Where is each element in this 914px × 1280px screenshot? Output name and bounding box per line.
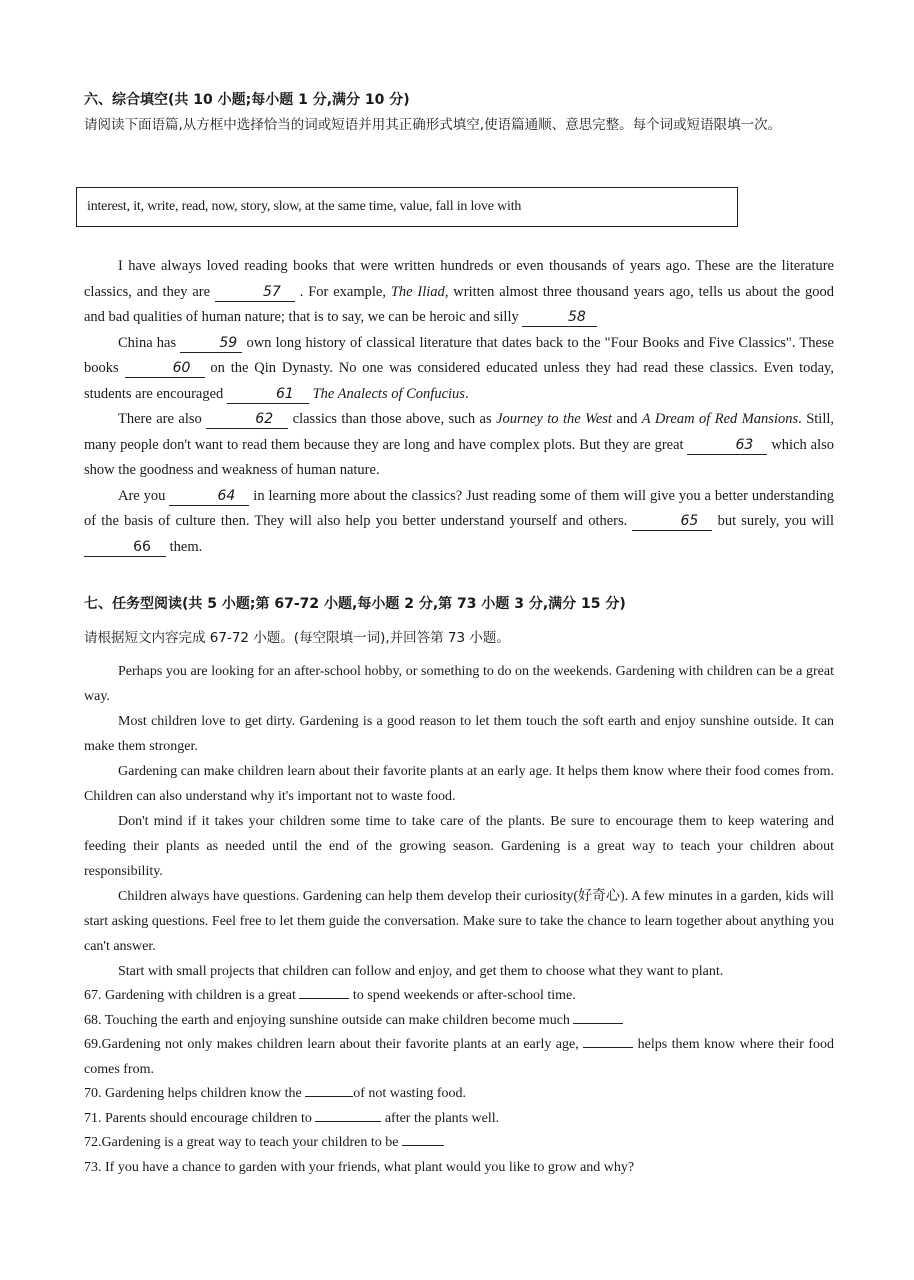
- question-73: 73. If you have a chance to garden with your friends, what plant would you like to grow and why?: [84, 1159, 635, 1175]
- answer-blank-67[interactable]: [299, 998, 349, 999]
- question-70: 70. Gardening helps children know the of not wasting food.: [84, 1086, 466, 1101]
- passage-paragraph: There are also 62 classics than those above, such as Journey to the West and A Dream of Red Mansions. Still, many people don't want to read them because they are long and have complex plots. But they are great 63 which also show the goodness and weakness of human nature.: [84, 411, 834, 478]
- word-bank-item: read,: [181, 199, 209, 214]
- reading-passage: [84, 659, 834, 984]
- section7-title: 七、任务型阅读(共 5 小题;第 67-72 小题,每小题 2 分,第 73 小题 3 分,满分 15 分): [84, 596, 626, 612]
- reading-paragraph: Gardening can make children learn about their favorite plants at an early age. It helps them know where their food comes from. Children can also understand why it's important not to waste food.: [84, 764, 834, 804]
- question-69: 69.Gardening not only makes children learn about their favorite plants at an early age, helps them know where their food comes from.: [84, 1037, 834, 1077]
- answer-blank-65[interactable]: 65: [632, 512, 712, 531]
- answer-blank-68[interactable]: [573, 1023, 623, 1024]
- word-bank-item: story,: [240, 199, 271, 214]
- passage-paragraph: Are you 64 in learning more about the classics? Just reading some of them will give you a better understanding of the basis of culture then. They will also help you better understand yourself and others. 65 but surely, you will 66 them.: [84, 487, 834, 555]
- reading-paragraph: Perhaps you are looking for an after-school hobby, or something to do on the weekends. Gardening with children can be a great way.: [84, 664, 834, 704]
- question-list: [84, 984, 834, 1180]
- answer-blank-58[interactable]: 58: [522, 308, 597, 327]
- reading-paragraph: Children always have questions. Gardening can help them develop their curiosity(好奇心). A few minutes in a garden, kids will start asking questions. Feel free to let them guide the conversation. Make sure to take the chance to learn together about anything you can't answer.: [84, 889, 834, 954]
- section7-instruction: 请根据短文内容完成 67-72 小题。(每空限填一词),并回答第 73 小题。: [84, 630, 510, 646]
- question-68: 68. Touching the earth and enjoying sunshine outside can make children become much: [84, 1009, 834, 1034]
- word-bank-box: [76, 187, 738, 227]
- answer-blank-60[interactable]: 60: [125, 359, 205, 378]
- reading-paragraph: Don't mind if it takes your children some time to take care of the plants. Be sure to encourage them to keep watering and feeding their plants as needed until the end of the growing season. Gardening is a great way to teach your children about responsibility.: [84, 814, 834, 879]
- answer-blank-72[interactable]: [402, 1145, 444, 1146]
- word-bank-item: now,: [211, 199, 238, 214]
- answer-blank-71[interactable]: [315, 1121, 381, 1122]
- answer-blank-59[interactable]: 59: [180, 334, 242, 353]
- cloze-passage: [84, 254, 834, 560]
- answer-blank-66[interactable]: 66: [84, 538, 166, 557]
- reading-paragraph: Most children love to get dirty. Gardening is a good reason to let them touch the soft earth and enjoy sunshine outside. It can make them stronger.: [84, 714, 834, 754]
- answer-blank-61[interactable]: 61: [227, 385, 309, 404]
- answer-blank-69[interactable]: [583, 1047, 633, 1048]
- word-bank-item: write,: [147, 199, 179, 214]
- question-67: 67. Gardening with children is a great to spend weekends or after-school time.: [84, 988, 576, 1003]
- question-71: 71. Parents should encourage children to after the plants well.: [84, 1110, 500, 1126]
- section6-instruction: 请阅读下面语篇,从方框中选择恰当的词或短语并用其正确形式填空,使语篇通顺、意思完整。每个词或短语限填一次。: [84, 117, 782, 133]
- answer-blank-63[interactable]: 63: [687, 436, 767, 455]
- word-bank-item: fall in love with: [435, 199, 522, 214]
- answer-blank-70[interactable]: [305, 1096, 353, 1097]
- word-bank-item: value,: [399, 199, 433, 214]
- word-bank-item: it,: [133, 199, 144, 214]
- passage-paragraph: China has 59 own long history of classical literature that dates back to the "Four Books and Five Classics". These books 60 on the Qin Dynasty. No one was considered educated unless they had read these classics. Even today, students are encouraged 61 The Analects of Confucius.: [84, 334, 834, 402]
- answer-blank-62[interactable]: 62: [206, 410, 288, 429]
- question-72: 72.Gardening is a great way to teach your children to be: [84, 1131, 834, 1156]
- word-bank-item: at the same time,: [304, 199, 397, 214]
- reading-paragraph: Start with small projects that children can follow and enjoy, and get them to choose what they want to plant.: [118, 964, 724, 979]
- passage-paragraph: I have always loved reading books that were written hundreds or even thousands of years ago. These are the literature classics, and they are 57 . For example, The Iliad, written almost three thousand years ago, tells us about the good and bad qualities of human nature; that is to say, we can be heroic and silly 58: [84, 258, 834, 325]
- answer-blank-57[interactable]: 57: [215, 283, 295, 302]
- word-bank-item: interest,: [87, 199, 130, 214]
- section6-title: 六、综合填空(共 10 小题;每小题 1 分,满分 10 分): [84, 92, 410, 108]
- word-bank-item: slow,: [273, 199, 302, 214]
- answer-blank-64[interactable]: 64: [169, 487, 249, 506]
